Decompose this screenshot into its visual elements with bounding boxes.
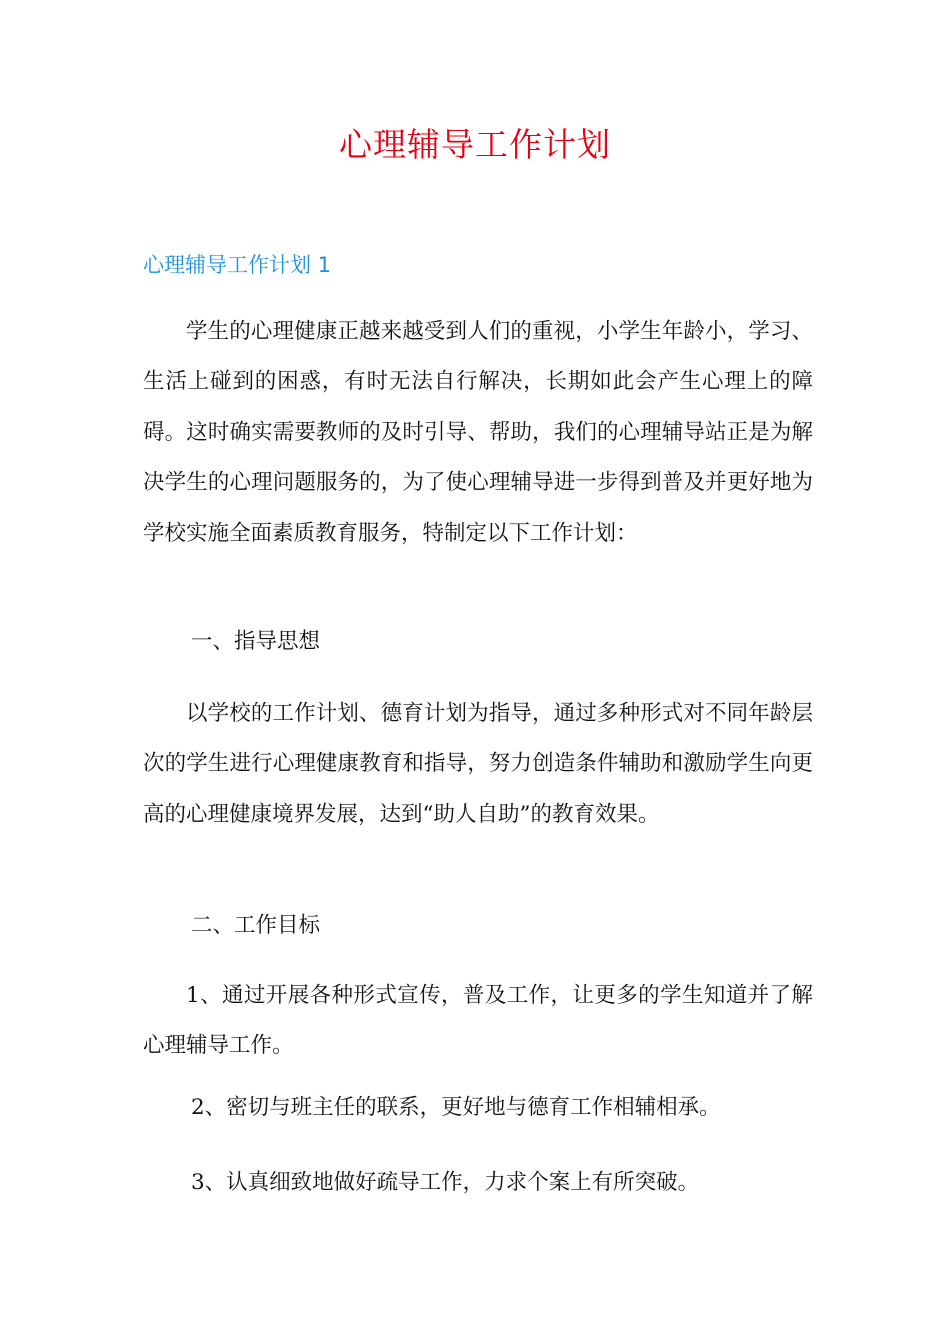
guiding-thought-paragraph: 以学校的工作计划、德育计划为指导，通过多种形式对不同年龄层次的学生进行心理健康教育和指导，努力创造条件辅助和激励学生向更高的心理健康境界发展，达到“助人自助”的教育效果。 [143, 701, 813, 827]
section-heading: 心理辅导工作计划 1 [143, 253, 332, 277]
subheading-guiding-thought: 一、指导思想 [191, 629, 321, 654]
subheading-work-goals: 二、工作目标 [191, 913, 321, 938]
intro-paragraph: 学生的心理健康正越来越受到人们的重视，小学生年龄小，学习、生活上碰到的困惑，有时无法自行解决，长期如此会产生心理上的障碍。这时确实需要教师的及时引导、帮助，我们的心理辅导站正是为解决学生的心理问题服务的，为了使心理辅导进一步得到普及并更好地为学校实施全面素质教育服务，特制定以下工作计划： [143, 319, 813, 546]
document-title: 心理辅导工作计划 [339, 125, 611, 164]
goal-item-3: 3、认真细致地做好疏导工作，力求个案上有所突破。 [191, 1170, 700, 1195]
goal-item-1: 1、通过开展各种形式宣传，普及工作，让更多的学生知道并了解心理辅导工作。 [143, 983, 813, 1059]
goal-item-2: 2、密切与班主任的联系，更好地与德育工作相辅相承。 [191, 1095, 721, 1120]
